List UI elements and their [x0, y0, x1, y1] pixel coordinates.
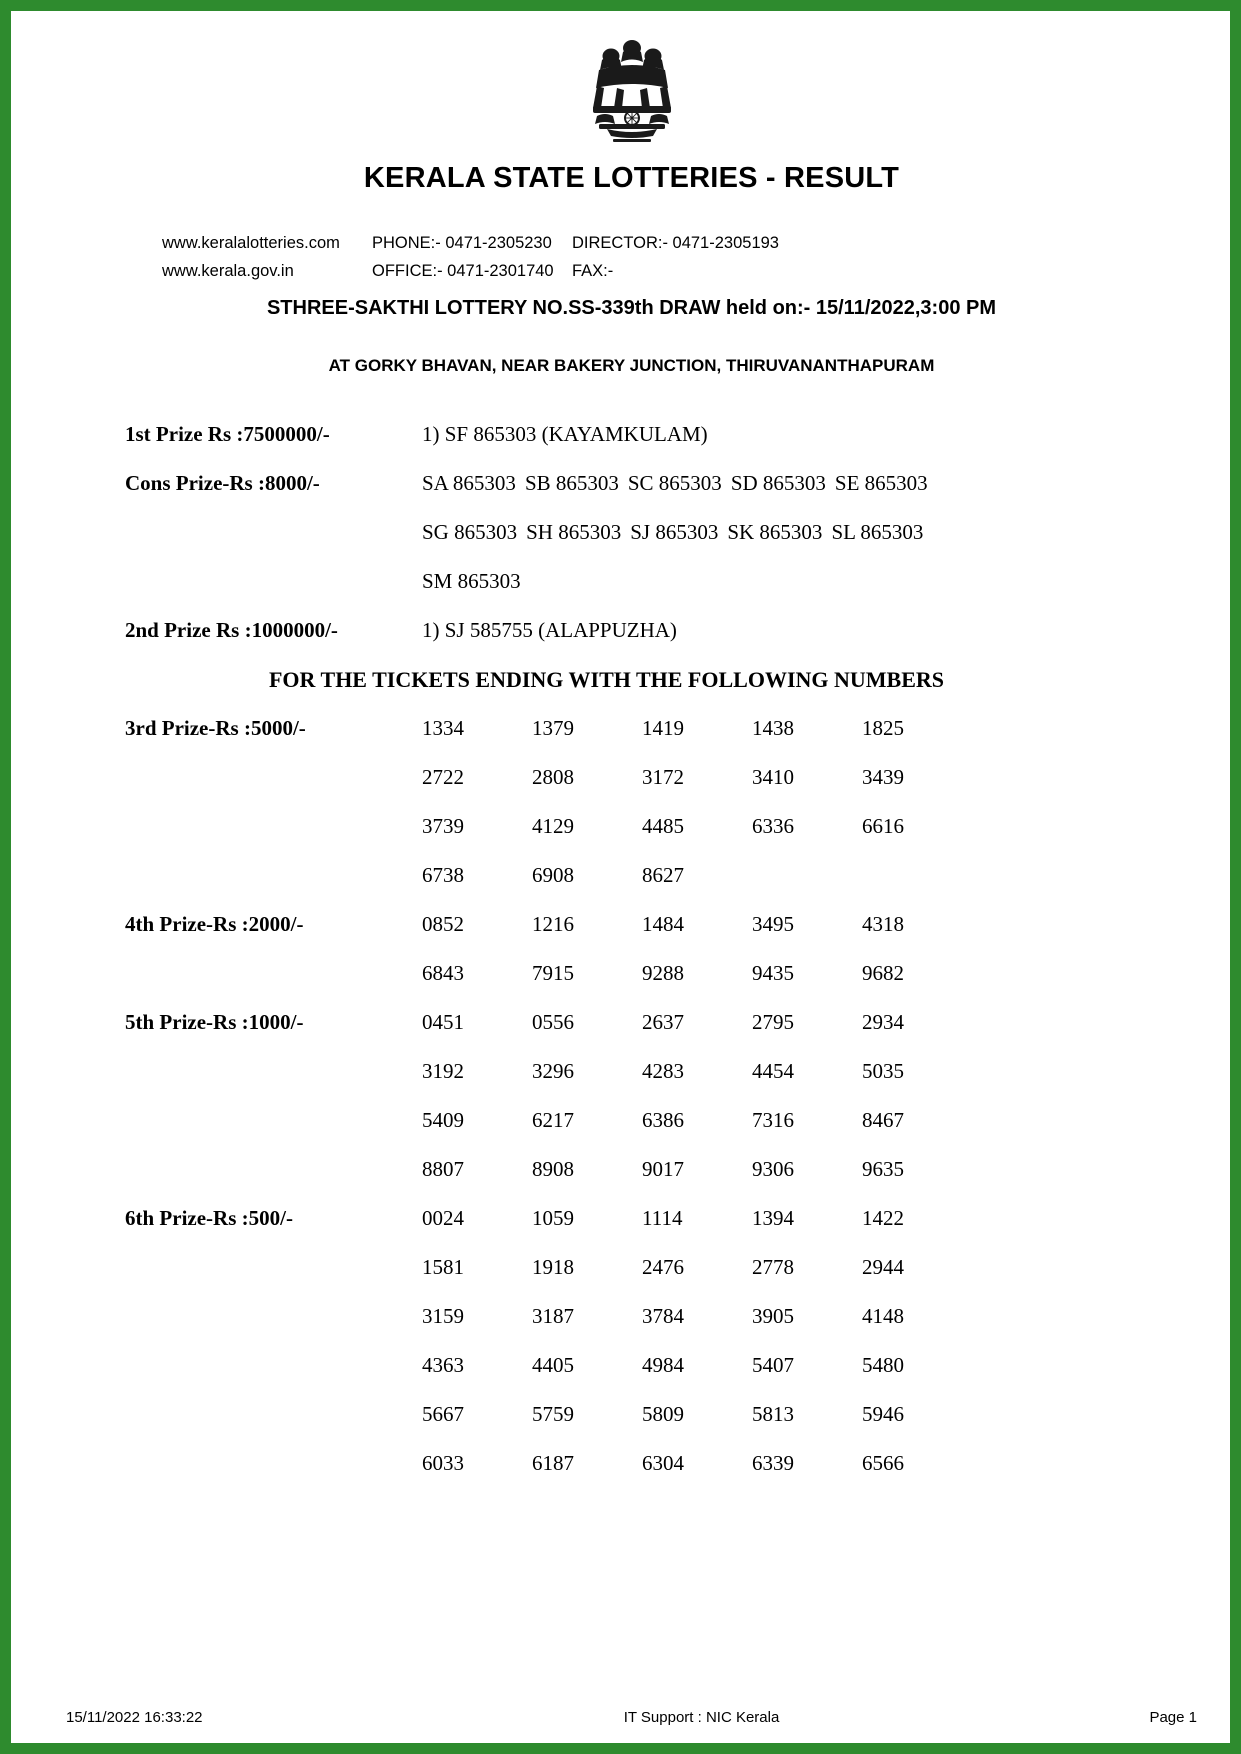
page-content	[22, 22, 1241, 1754]
prize-number: 3784	[642, 1304, 684, 1328]
prize-number: 7915	[532, 961, 574, 985]
prize-number: 1825	[862, 716, 904, 740]
prize-number: 4485	[642, 814, 684, 838]
prize-number: 2808	[532, 765, 574, 789]
prize-number: 1918	[532, 1255, 574, 1279]
number-row	[422, 753, 1241, 802]
emblem-container	[22, 22, 1241, 156]
third-prize-numbers	[422, 704, 1241, 900]
contact-row-1	[162, 229, 1241, 257]
first-prize-label: 1st Prize Rs :7500000/-	[125, 422, 330, 446]
prize-number: 6187	[532, 1451, 574, 1475]
prize-number: 5409	[422, 1108, 464, 1132]
prize-number: 5813	[752, 1402, 794, 1426]
consolation-ticket: SG 865303	[422, 520, 518, 544]
prize-number: 1379	[532, 716, 574, 740]
prize-number: 2476	[642, 1255, 684, 1279]
prize-number: 1438	[752, 716, 794, 740]
prize-number: 1419	[642, 716, 684, 740]
first-prize-row	[22, 410, 1241, 459]
prize-number: 3296	[532, 1059, 574, 1083]
prize-number: 4454	[752, 1059, 794, 1083]
office-number: OFFICE:- 0471-2301740	[372, 262, 554, 280]
prize-number: 3192	[422, 1059, 464, 1083]
prize-number: 6386	[642, 1108, 684, 1132]
fourth-prize-numbers	[422, 900, 1241, 998]
prize-body	[22, 410, 1241, 1488]
consolation-ticket: SA 865303	[422, 471, 516, 495]
draw-details-line: STHREE-SAKTHI LOTTERY NO.SS-339th DRAW held on:- 15/11/2022,3:00 PM	[266, 297, 997, 319]
prize-number: 9288	[642, 961, 684, 985]
prize-number: 5667	[422, 1402, 464, 1426]
consolation-ticket: SB 865303	[524, 471, 619, 495]
prize-number: 4283	[642, 1059, 684, 1083]
prize-number: 6217	[532, 1108, 574, 1132]
first-prize-value: 1) SF 865303 (KAYAMKULAM)	[422, 422, 708, 446]
second-prize-row	[22, 606, 1241, 655]
page-footer	[22, 1709, 1241, 1726]
number-row	[422, 1145, 1241, 1194]
prize-number: 1216	[532, 912, 574, 936]
prize-number: 3739	[422, 814, 464, 838]
consolation-ticket: SC 865303	[627, 471, 722, 495]
number-row	[422, 1096, 1241, 1145]
prize-number: 8908	[532, 1157, 574, 1181]
consolation-ticket: SM 865303	[422, 569, 521, 593]
fourth-prize-block	[22, 900, 1241, 998]
fourth-prize-label: 4th Prize-Rs :2000/-	[125, 912, 304, 936]
prize-number: 5035	[862, 1059, 904, 1083]
prize-number: 1334	[422, 716, 464, 740]
prize-number: 6738	[422, 863, 464, 887]
footer-support: IT Support : NIC Kerala	[623, 1709, 780, 1726]
footer-page-number: Page 1	[1149, 1709, 1197, 1726]
prize-number: 0451	[422, 1010, 464, 1034]
prize-number: 2795	[752, 1010, 794, 1034]
prize-number: 2934	[862, 1010, 904, 1034]
draw-venue-line: AT GORKY BHAVAN, NEAR BAKERY JUNCTION, THIRUVANANTHAPURAM	[328, 356, 935, 375]
prize-number: 6304	[642, 1451, 684, 1475]
prize-number: 1394	[752, 1206, 794, 1230]
consolation-prize-values	[422, 459, 1241, 606]
prize-number: 1059	[532, 1206, 574, 1230]
prize-number: 2778	[752, 1255, 794, 1279]
prize-number: 6339	[752, 1451, 794, 1475]
number-row	[422, 1390, 1241, 1439]
prize-number: 9435	[752, 961, 794, 985]
number-row	[422, 949, 1241, 998]
prize-number: 4129	[532, 814, 574, 838]
third-prize-block	[22, 704, 1241, 900]
footer-timestamp: 15/11/2022 16:33:22	[66, 1709, 203, 1726]
india-national-emblem-icon	[573, 36, 691, 153]
prize-number: 6336	[752, 814, 794, 838]
fifth-prize-numbers	[422, 998, 1241, 1194]
prize-number: 3439	[862, 765, 904, 789]
prize-number: 6843	[422, 961, 464, 985]
prize-number: 1114	[642, 1206, 683, 1230]
consolation-ticket: SE 865303	[834, 471, 928, 495]
prize-number: 8807	[422, 1157, 464, 1181]
prize-number: 2722	[422, 765, 464, 789]
prize-number: 9682	[862, 961, 904, 985]
fax-number: FAX:-	[572, 262, 614, 280]
prize-number: 1422	[862, 1206, 904, 1230]
prize-number: 3159	[422, 1304, 464, 1328]
prize-number: 1581	[422, 1255, 464, 1279]
prize-number: 6566	[862, 1451, 904, 1475]
prize-number: 3410	[752, 765, 794, 789]
prize-number: 5946	[862, 1402, 904, 1426]
prize-number: 0852	[422, 912, 464, 936]
fifth-prize-block	[22, 998, 1241, 1194]
number-row	[422, 1292, 1241, 1341]
prize-number: 2944	[862, 1255, 904, 1279]
tickets-ending-heading: FOR THE TICKETS ENDING WITH THE FOLLOWING NUMBERS	[268, 667, 945, 692]
third-prize-label: 3rd Prize-Rs :5000/-	[125, 716, 306, 740]
prize-number: 6033	[422, 1451, 464, 1475]
prize-number: 5407	[752, 1353, 794, 1377]
sixth-prize-numbers	[422, 1194, 1241, 1488]
number-row	[422, 1194, 1241, 1243]
prize-number: 3187	[532, 1304, 574, 1328]
prize-number: 4148	[862, 1304, 904, 1328]
sixth-prize-block	[22, 1194, 1241, 1488]
consolation-ticket: SK 865303	[727, 520, 823, 544]
consolation-prize-row	[22, 459, 1241, 606]
prize-number: 3172	[642, 765, 684, 789]
website-primary: www.keralalotteries.com	[162, 234, 340, 252]
prize-number: 4318	[862, 912, 904, 936]
prize-number: 5759	[532, 1402, 574, 1426]
consolation-ticket: SD 865303	[730, 471, 826, 495]
prize-number: 9017	[642, 1157, 684, 1181]
director-number: DIRECTOR:- 0471-2305193	[572, 234, 779, 252]
prize-number: 9635	[862, 1157, 904, 1181]
number-row	[422, 1439, 1241, 1488]
prize-number: 2637	[642, 1010, 684, 1034]
number-row	[422, 802, 1241, 851]
page-title: KERALA STATE LOTTERIES - RESULT	[363, 162, 900, 194]
consolation-ticket: SJ 865303	[630, 520, 719, 544]
number-row	[422, 1047, 1241, 1096]
consolation-ticket: SH 865303	[526, 520, 622, 544]
number-row	[422, 1341, 1241, 1390]
prize-number: 9306	[752, 1157, 794, 1181]
number-row	[422, 998, 1241, 1047]
prize-number: 6616	[862, 814, 904, 838]
prize-number: 8467	[862, 1108, 904, 1132]
prize-number: 0024	[422, 1206, 464, 1230]
fifth-prize-label: 5th Prize-Rs :1000/-	[125, 1010, 304, 1034]
number-row	[422, 704, 1241, 753]
prize-number: 8627	[642, 863, 684, 887]
prize-number: 7316	[752, 1108, 794, 1132]
page-sheet	[22, 22, 1219, 1732]
phone-number: PHONE:- 0471-2305230	[372, 234, 552, 252]
number-row	[422, 1243, 1241, 1292]
consolation-line	[422, 508, 1241, 557]
sixth-prize-label: 6th Prize-Rs :500/-	[125, 1206, 293, 1230]
consolation-line	[422, 557, 1241, 606]
prize-number: 3905	[752, 1304, 794, 1328]
website-secondary: www.kerala.gov.in	[162, 262, 294, 280]
prize-number: 4405	[532, 1353, 574, 1377]
prize-number: 0556	[532, 1010, 574, 1034]
prize-number: 4984	[642, 1353, 684, 1377]
prize-number: 1484	[642, 912, 684, 936]
consolation-ticket: SL 865303	[831, 520, 924, 544]
prize-number: 3495	[752, 912, 794, 936]
second-prize-value: 1) SJ 585755 (ALAPPUZHA)	[422, 618, 677, 642]
contact-row-2	[162, 257, 1241, 285]
second-prize-label: 2nd Prize Rs :1000000/-	[125, 618, 338, 642]
consolation-prize-label: Cons Prize-Rs :8000/-	[125, 471, 320, 495]
consolation-line	[422, 459, 1241, 508]
contact-block	[22, 229, 1241, 285]
prize-number: 5809	[642, 1402, 684, 1426]
prize-number: 6908	[532, 863, 574, 887]
prize-number: 5480	[862, 1353, 904, 1377]
prize-number: 4363	[422, 1353, 464, 1377]
number-row	[422, 851, 1241, 900]
number-row	[422, 900, 1241, 949]
